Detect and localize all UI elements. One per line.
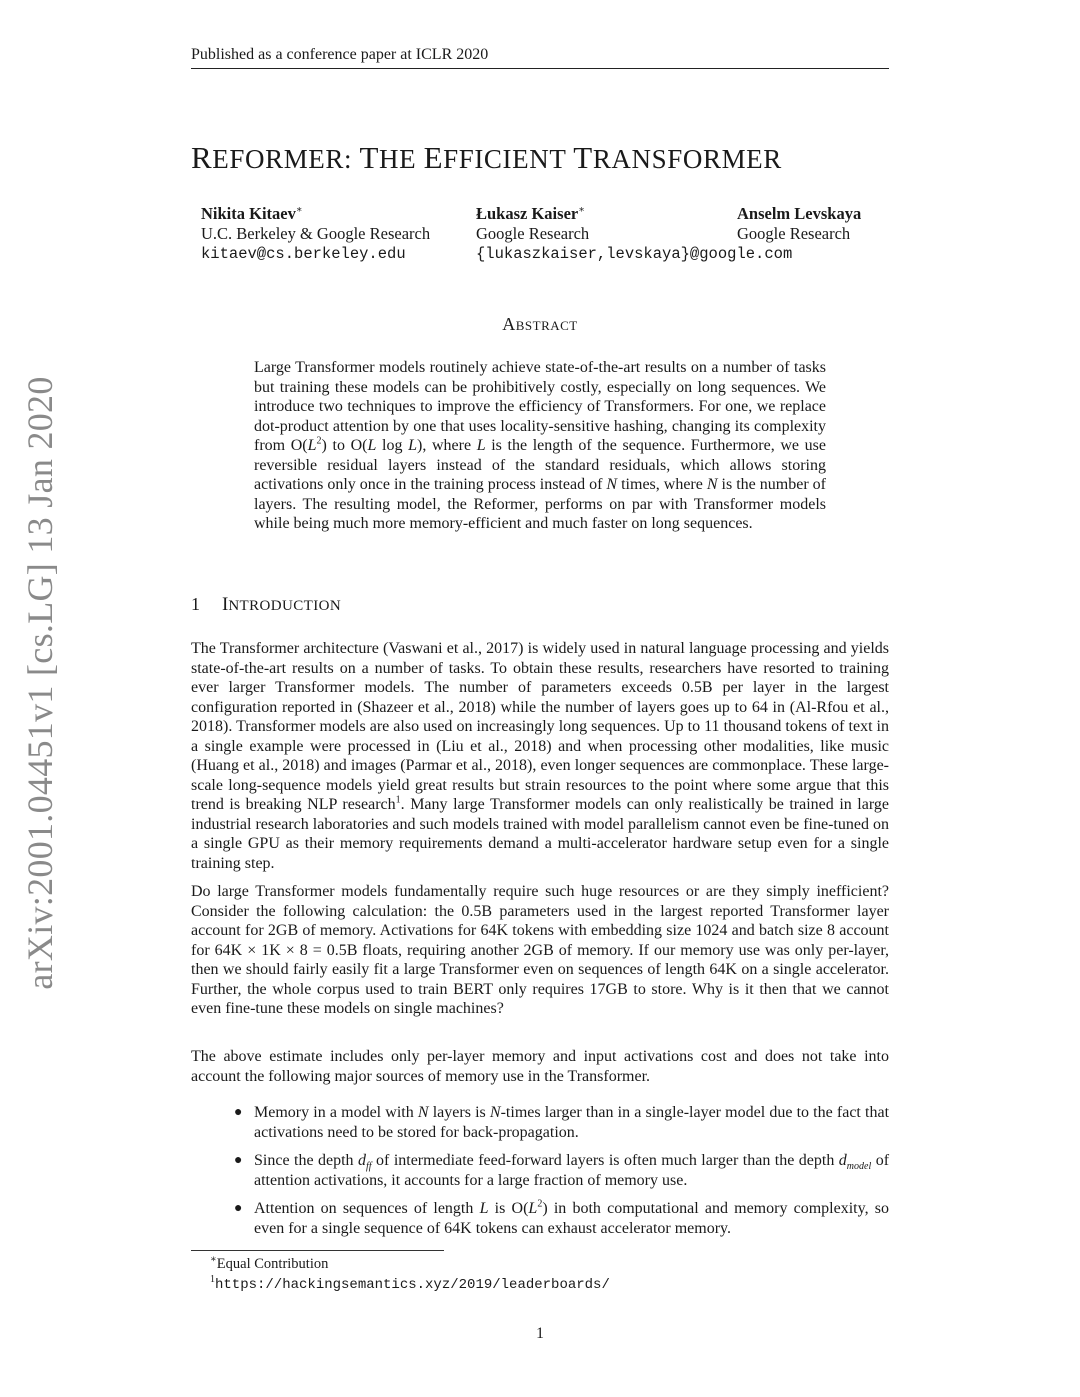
section-number: 1 — [191, 594, 200, 614]
bullet-icon: ● — [234, 1153, 243, 1168]
footnote-link[interactable]: https://hackingsemantics.xyz/2019/leaderboards/ — [215, 1277, 610, 1293]
author-name: Anselm Levskaya — [737, 204, 862, 223]
author-block-levskaya — [737, 204, 861, 244]
author-name: Nikita Kitaev — [201, 204, 296, 223]
intro-paragraph-3: The above estimate includes only per-layer memory and input activations cost and does not take into account the following major sources of memory use in the Transformer. — [191, 1048, 889, 1085]
arxiv-identifier[interactable]: arXiv:2001.04451v1 [cs.LG] 13 Jan 2020 — [20, 376, 60, 990]
abstract-heading: Abstract — [502, 314, 578, 334]
section-heading-introduction: 1 INTRODUCTION — [191, 594, 342, 615]
arxiv-side-stamp — [10, 378, 70, 988]
page-number: 1 — [536, 1325, 544, 1342]
footnote-ref[interactable]: 1 — [395, 794, 401, 806]
author-block-kitaev — [201, 204, 430, 264]
memory-sources-list — [232, 1103, 889, 1247]
author-email[interactable]: {lukaszkaiser,levskaya}@google.com — [476, 245, 793, 263]
author-name: Łukasz Kaiser — [476, 204, 579, 223]
list-item: ● Memory in a model with N layers is N-times larger than in a single-layer model due to the fact that activations need to be stored for back-propagation. — [234, 1104, 890, 1141]
footnote-equal-contribution: ∗Equal Contribution — [210, 1254, 329, 1272]
intro-paragraph-2: Do large Transformer models fundamentally require such huge resources or are they simply inefficient? Consider the following calculation: the 0.5B parameters used in the largest reported Transformer layer account for 2GB of memory. Activations for 64K tokens with embedding size 1024 and batch size 8 account for 64K × 1K × 8 = 0.5B floats, requiring another 2GB of memory. If our memory use was only per-layer, then we should fairly easily fit a large Transformer even on sequences of length 64K on a single accelerator. Further, the whole corpus used to train BERT only requires 17GB to store. Why is it then that we cannot even fine-tune these models on single machines? — [191, 883, 890, 1017]
equal-contribution-mark: ∗ — [295, 204, 303, 216]
intro-paragraph-1: The Transformer architecture (Vaswani et al., 2017) is widely used in natural language processing and yields state-of-the-art results on a number of tasks. To obtain these results, researchers have resorted to training ever larger Transformer models. The number of parameters exceeds 0.5B per layer in the largest configuration reported in (Shazeer et al., 2018) while the number of layers goes up to 64 in (Al-Rfou et al., 2018). Transformer models are also used on increasingly long sequences. Up to 11 thousand tokens of text in a single example were processed in (Liu et al., 2018) and when processing other modalities, like music (Huang et al., 2018) and images (Parmar et al., 2018), even longer sequences are commonplace. These large-scale long-sequence models yield great results but strain resources to the point where some argue that this trend is breaking NLP research$^1$. Many large Transformer models can only realistically be trained in large industrial research laboratories and such models trained with model parallelism cannot even be fine-tuned on a single GPU as their memory requirements demand a multi-accelerator hardware setup even for a single training step. — [191, 640, 889, 872]
bullet-icon: ● — [234, 1201, 243, 1216]
author-affiliation: U.C. Berkeley & Google Research — [201, 224, 431, 243]
footnote-url: $^1$https://hackingsemantics.xyz/2019/leaderboards/ — [210, 1274, 610, 1293]
footnote-divider — [191, 1250, 444, 1251]
list-item: ● Attention on sequences of length L is $O(L^2)$ in both computational and memory complexity, so even for a single sequence of 64K tokens can exhaust accelerator memory. — [234, 1198, 890, 1237]
running-header: Published as a conference paper at ICLR 2020 — [191, 45, 889, 69]
author-affiliation: Google Research — [737, 224, 851, 243]
list-item: ● Since the depth $d_{ff}$ of intermediate feed-forward layers is often much larger than the depth $d_{model}$ of attention activations, it accounts for a large fraction of memory use. — [234, 1152, 890, 1189]
author-affiliation: Google Research — [476, 224, 590, 243]
author-email[interactable]: kitaev@cs.berkeley.edu — [201, 245, 406, 263]
equal-contribution-mark: ∗ — [578, 204, 586, 216]
bullet-icon: ● — [234, 1105, 243, 1120]
abstract-body: Large Transformer models routinely achieve state-of-the-art results on a number of tasks but training these models can be prohibitively costly, especially on long sequences. We introduce two techniques to improve the efficiency of Transformers. For one, we replace dot-product attention by one that uses locality-sensitive hashing, changing its complexity from $O(L^2)$ to O(L log L), where L is the length of the sequence. Furthermore, we use reversible residual layers instead of the standard residuals, which allows storing activations only once in the training process instead of N times, where N is the number of layers. The resulting model, the Reformer, performs on par with Transformer models while being much more memory-efficient and much faster on long sequences. — [254, 359, 826, 532]
paper-title: REFORMER: THE EFFICIENT TRANSFORMER — [191, 140, 782, 175]
inline-math: 64K × 1K × 8 = 0.5B — [214, 941, 358, 959]
